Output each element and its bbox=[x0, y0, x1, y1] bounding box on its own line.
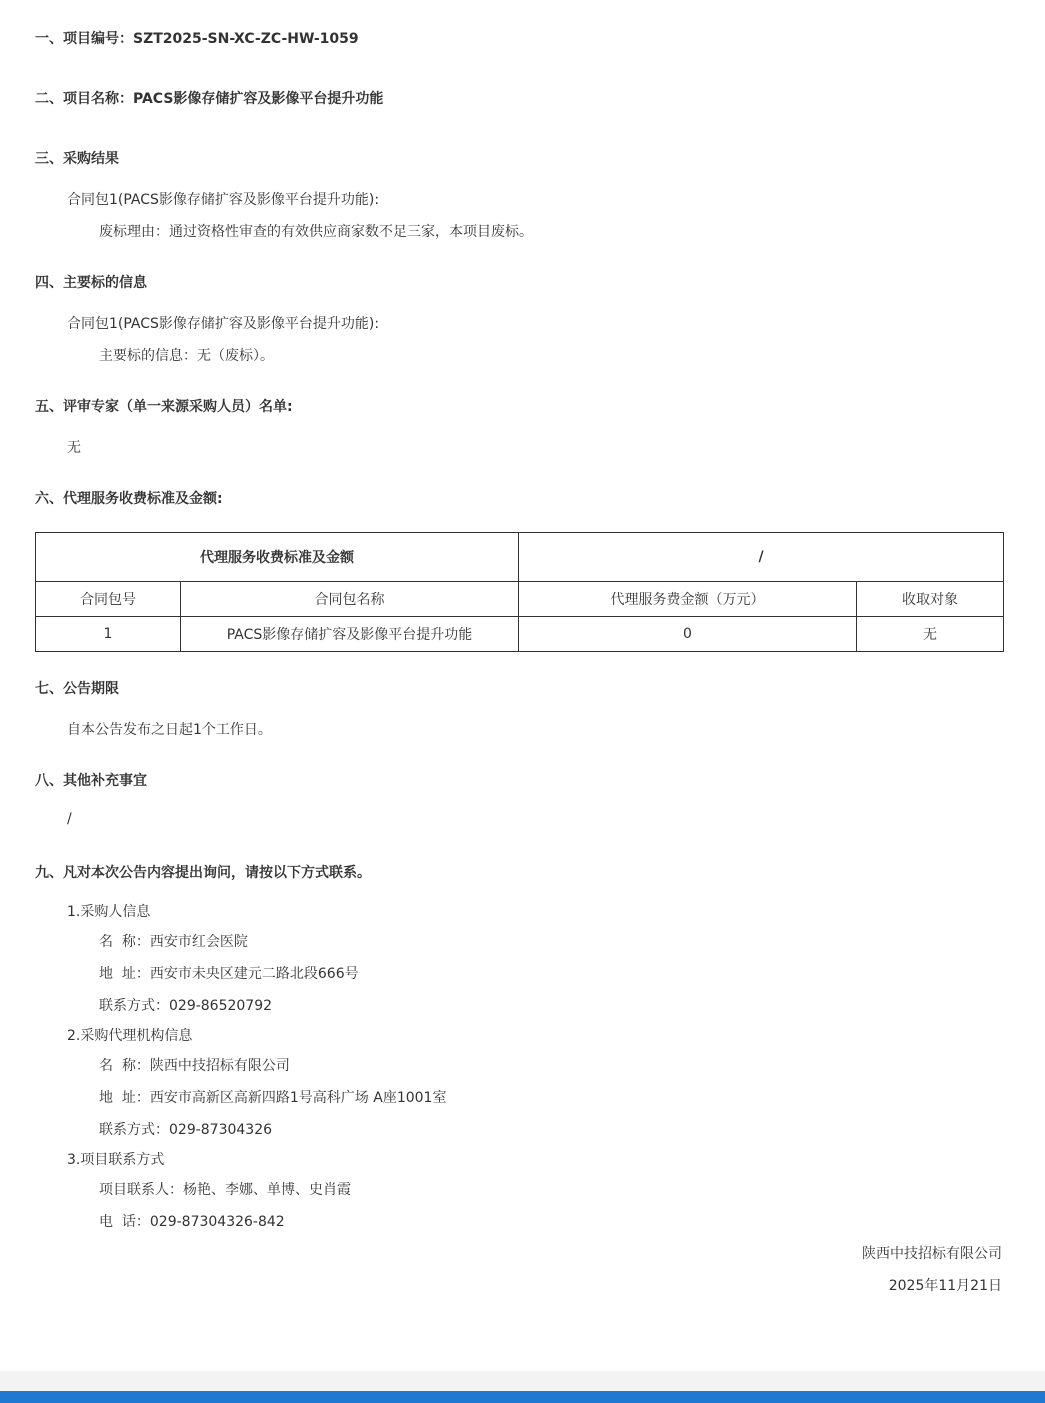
experts-heading: 五、评审专家（单一来源采购人员）名单: bbox=[35, 399, 293, 415]
agency-address: 地 址：西安市高新区高新四路1号高科广场 A座1001室 bbox=[99, 1090, 447, 1106]
buyer-address: 地 址：西安市未央区建元二路北段666号 bbox=[99, 966, 359, 982]
failed-bid-reason: 废标理由：通过资格性审查的有效供应商家数不足三家，本项目废标。 bbox=[99, 224, 533, 240]
project-name-value: PACS影像存储扩容及影像平台提升功能 bbox=[133, 91, 384, 107]
experts-value: 无 bbox=[67, 440, 81, 456]
main-subject-info: 主要标的信息：无（废标）。 bbox=[99, 348, 274, 364]
table-row bbox=[36, 617, 1004, 652]
signature-company: 陕西中技招标有限公司 bbox=[862, 1246, 1002, 1262]
agency-contact: 联系方式：029-87304326 bbox=[99, 1122, 273, 1138]
column-fee-amount: 代理服务费金额（万元） bbox=[519, 582, 857, 617]
fee-standard-value: / bbox=[519, 533, 1004, 582]
other-matters-value: / bbox=[67, 811, 72, 827]
cell-package-number: 1 bbox=[36, 617, 181, 652]
subject-package-label: 合同包1(PACS影像存储扩容及影像平台提升功能): bbox=[67, 316, 380, 332]
table-column-row bbox=[36, 582, 1004, 617]
fee-standard-header: 代理服务收费标准及金额 bbox=[36, 533, 519, 582]
page-footer-bar bbox=[0, 1391, 1045, 1403]
table-header-row bbox=[36, 533, 1004, 582]
agency-fee-heading: 六、代理服务收费标准及金额: bbox=[35, 491, 223, 507]
project-name-heading bbox=[35, 88, 383, 108]
project-number-heading bbox=[35, 28, 359, 48]
notice-period-value: 自本公告发布之日起1个工作日。 bbox=[67, 722, 272, 738]
contact-heading: 九、凡对本次公告内容提出询问，请按以下方式联系。 bbox=[35, 865, 371, 881]
buyer-name: 名 称：西安市红会医院 bbox=[99, 934, 248, 950]
agency-info-title: 2.采购代理机构信息 bbox=[67, 1028, 193, 1044]
project-number-value: SZT2025-SN-XC-ZC-HW-1059 bbox=[133, 31, 359, 47]
project-contact-phone: 电 话：029-87304326-842 bbox=[99, 1214, 285, 1230]
column-package-name: 合同包名称 bbox=[181, 582, 519, 617]
signature-date: 2025年11月21日 bbox=[888, 1278, 1002, 1294]
page-footer-band bbox=[0, 1371, 1045, 1391]
agency-fee-table bbox=[35, 532, 1004, 652]
project-name-label: 二、项目名称： bbox=[35, 91, 133, 107]
buyer-contact: 联系方式：029-86520792 bbox=[99, 998, 273, 1014]
main-subject-heading: 四、主要标的信息 bbox=[35, 275, 147, 291]
column-fee-payer: 收取对象 bbox=[857, 582, 1004, 617]
cell-fee-payer: 无 bbox=[857, 617, 1004, 652]
column-package-number: 合同包号 bbox=[36, 582, 181, 617]
notice-period-heading: 七、公告期限 bbox=[35, 681, 119, 697]
cell-package-name: PACS影像存储扩容及影像平台提升功能 bbox=[181, 617, 519, 652]
project-number-label: 一、项目编号： bbox=[35, 31, 133, 47]
other-matters-heading: 八、其他补充事宜 bbox=[35, 773, 147, 789]
result-package-label: 合同包1(PACS影像存储扩容及影像平台提升功能): bbox=[67, 192, 380, 208]
agency-name: 名 称：陕西中技招标有限公司 bbox=[99, 1058, 290, 1074]
buyer-info-title: 1.采购人信息 bbox=[67, 904, 151, 920]
project-contact-title: 3.项目联系方式 bbox=[67, 1152, 165, 1168]
project-contact-people: 项目联系人：杨艳、李娜、单博、史肖霞 bbox=[99, 1182, 351, 1198]
cell-fee-amount: 0 bbox=[519, 617, 857, 652]
procurement-result-heading: 三、采购结果 bbox=[35, 151, 119, 167]
